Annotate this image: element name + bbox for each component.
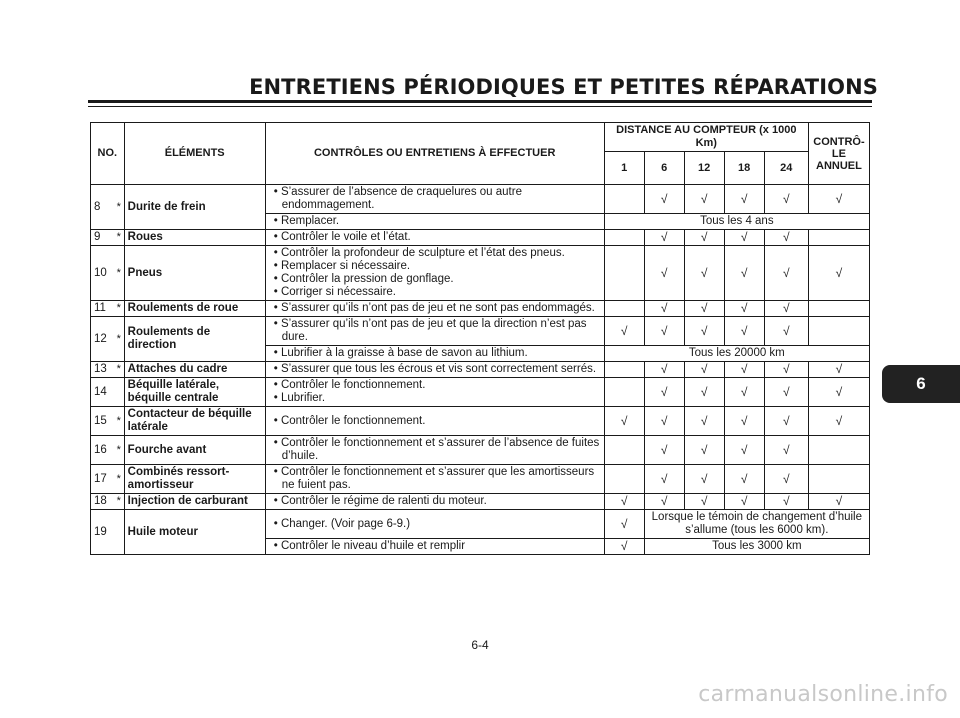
empty-cell <box>604 185 644 214</box>
table-row <box>91 436 870 465</box>
check-mark: √ <box>684 436 724 465</box>
table-row <box>91 407 870 436</box>
check-mark: √ <box>684 465 724 494</box>
row-element: Béquille latérale, béquille centrale <box>124 378 265 407</box>
row-element: Pneus <box>124 246 265 301</box>
empty-cell <box>604 465 644 494</box>
row-controls <box>265 317 604 346</box>
row-star: * <box>114 465 125 494</box>
empty-cell <box>604 246 644 301</box>
control-item: • Changer. (Voir page 6-9.) <box>269 518 601 531</box>
check-mark: √ <box>808 246 869 301</box>
header-distance: DISTANCE AU COMPTEUR (x 1000 Km) <box>604 123 808 152</box>
check-mark: √ <box>764 465 808 494</box>
interval-note: Tous les 20000 km <box>604 346 869 362</box>
row-controls <box>265 436 604 465</box>
check-mark: √ <box>684 378 724 407</box>
check-mark: √ <box>644 436 684 465</box>
row-star: * <box>114 185 125 230</box>
row-controls <box>265 407 604 436</box>
row-element: Injection de carburant <box>124 494 265 510</box>
check-mark: √ <box>764 230 808 246</box>
table-row <box>91 362 870 378</box>
row-controls <box>265 185 604 214</box>
row-star: * <box>114 230 125 246</box>
check-mark: √ <box>644 185 684 214</box>
check-mark: √ <box>644 301 684 317</box>
check-mark: √ <box>764 362 808 378</box>
header-km-24: 24 <box>764 152 808 185</box>
check-mark: √ <box>808 378 869 407</box>
check-mark: √ <box>684 362 724 378</box>
header-km-18: 18 <box>724 152 764 185</box>
check-mark: √ <box>684 317 724 346</box>
check-mark: √ <box>724 301 764 317</box>
empty-cell <box>604 301 644 317</box>
row-element: Durite de frein <box>124 185 265 230</box>
check-mark: √ <box>764 317 808 346</box>
check-mark: √ <box>604 510 644 539</box>
row-element: Attaches du cadre <box>124 362 265 378</box>
check-mark: √ <box>808 185 869 214</box>
interval-note: Tous les 3000 km <box>644 539 869 555</box>
header-km-6: 6 <box>644 152 684 185</box>
table-row <box>91 317 870 346</box>
interval-note: Lorsque le témoin de changement d’huile s’allume (tous les 6000 km). <box>644 510 869 539</box>
table-row <box>91 510 870 539</box>
header-annual: CONTRÔ- LE ANNUEL <box>808 123 869 185</box>
check-mark: √ <box>724 436 764 465</box>
row-element: Combinés ressort-amortisseur <box>124 465 265 494</box>
check-mark: √ <box>644 465 684 494</box>
check-mark: √ <box>644 494 684 510</box>
check-mark: √ <box>764 246 808 301</box>
row-element: Roulements de direction <box>124 317 265 362</box>
row-element: Fourche avant <box>124 436 265 465</box>
check-mark: √ <box>724 317 764 346</box>
row-number: 14 <box>91 378 114 407</box>
row-number: 19 <box>91 510 114 555</box>
empty-cell <box>808 301 869 317</box>
control-item: • Lubrifier à la graisse à base de savon au lithium. <box>269 347 601 360</box>
check-mark: √ <box>684 494 724 510</box>
table-row <box>91 246 870 301</box>
check-mark: √ <box>764 494 808 510</box>
row-number: 15 <box>91 407 114 436</box>
control-item: • S’assurer que tous les écrous et vis sont correctement serrés. <box>269 363 601 376</box>
control-item: • Lubrifier. <box>269 392 601 405</box>
check-mark: √ <box>724 185 764 214</box>
header-controls: CONTRÔLES OU ENTRETIENS À EFFECTUER <box>265 123 604 185</box>
watermark: carmanualsonline.info <box>698 682 948 707</box>
control-item: • Contrôler la pression de gonflage. <box>269 273 601 286</box>
header-km-1: 1 <box>604 152 644 185</box>
table-row <box>91 185 870 214</box>
check-mark: √ <box>684 246 724 301</box>
row-number: 16 <box>91 436 114 465</box>
table-body <box>91 185 870 555</box>
check-mark: √ <box>764 301 808 317</box>
row-number: 13 <box>91 362 114 378</box>
check-mark: √ <box>684 407 724 436</box>
chapter-tab[interactable]: 6 <box>882 365 960 403</box>
check-mark: √ <box>724 362 764 378</box>
row-number: 17 <box>91 465 114 494</box>
control-item: • Contrôler la profondeur de sculpture et l’état des pneus. <box>269 247 601 260</box>
check-mark: √ <box>684 185 724 214</box>
control-item: • S’assurer qu’ils n’ont pas de jeu et que la direction n’est pas dure. <box>269 318 601 344</box>
check-mark: √ <box>808 407 869 436</box>
row-star <box>114 510 125 555</box>
check-mark: √ <box>764 407 808 436</box>
empty-cell <box>604 436 644 465</box>
row-controls <box>265 246 604 301</box>
check-mark: √ <box>724 407 764 436</box>
empty-cell <box>808 436 869 465</box>
row-number: 12 <box>91 317 114 362</box>
empty-cell <box>604 378 644 407</box>
check-mark: √ <box>724 378 764 407</box>
header-row-1 <box>91 123 870 152</box>
row-number: 8 <box>91 185 114 230</box>
row-controls <box>265 346 604 362</box>
row-star: * <box>114 362 125 378</box>
control-item: • S’assurer qu’ils n’ont pas de jeu et ne sont pas endommagés. <box>269 302 601 315</box>
title-rule <box>88 100 872 103</box>
table-row <box>91 465 870 494</box>
row-controls <box>265 362 604 378</box>
check-mark: √ <box>644 362 684 378</box>
row-controls <box>265 378 604 407</box>
header-elements: ÉLÉMENTS <box>124 123 265 185</box>
interval-note: Tous les 4 ans <box>604 214 869 230</box>
empty-cell <box>604 230 644 246</box>
row-star: * <box>114 301 125 317</box>
row-star: * <box>114 494 125 510</box>
row-controls <box>265 214 604 230</box>
check-mark: √ <box>808 494 869 510</box>
control-item: • Remplacer si nécessaire. <box>269 260 601 273</box>
check-mark: √ <box>724 230 764 246</box>
row-element: Huile moteur <box>124 510 265 555</box>
row-controls <box>265 494 604 510</box>
title-rule-thin <box>88 106 872 107</box>
row-controls <box>265 510 604 539</box>
empty-cell <box>808 230 869 246</box>
header-no: NO. <box>91 123 125 185</box>
row-controls <box>265 230 604 246</box>
row-star: * <box>114 317 125 362</box>
row-star: * <box>114 436 125 465</box>
table-row <box>91 378 870 407</box>
row-star: * <box>114 407 125 436</box>
control-item: • Contrôler le fonctionnement. <box>269 415 601 428</box>
row-star <box>114 378 125 407</box>
control-item: • Contrôler le fonctionnement. <box>269 379 601 392</box>
check-mark: √ <box>724 465 764 494</box>
header-km-12: 12 <box>684 152 724 185</box>
check-mark: √ <box>604 494 644 510</box>
row-element: Contacteur de béquille latérale <box>124 407 265 436</box>
check-mark: √ <box>764 378 808 407</box>
check-mark: √ <box>644 378 684 407</box>
row-controls <box>265 465 604 494</box>
page-number: 6-4 <box>471 638 489 652</box>
control-item: • Contrôler le niveau d’huile et remplir <box>269 540 601 553</box>
check-mark: √ <box>644 407 684 436</box>
table-row <box>91 301 870 317</box>
row-number: 9 <box>91 230 114 246</box>
check-mark: √ <box>644 317 684 346</box>
empty-cell <box>808 317 869 346</box>
control-item: • Contrôler le fonctionnement et s’assurer de l’absence de fuites d’huile. <box>269 437 601 463</box>
row-element: Roues <box>124 230 265 246</box>
check-mark: √ <box>644 246 684 301</box>
control-item: • S’assurer de l’absence de craquelures ou autre endommagement. <box>269 186 601 212</box>
control-item: • Contrôler le fonctionnement et s’assurer que les amortisseurs ne fuient pas. <box>269 466 601 492</box>
row-number: 11 <box>91 301 114 317</box>
table-row <box>91 230 870 246</box>
check-mark: √ <box>808 362 869 378</box>
check-mark: √ <box>724 246 764 301</box>
page-title: ENTRETIENS PÉRIODIQUES ET PETITES RÉPARATIONS <box>249 75 878 99</box>
check-mark: √ <box>684 230 724 246</box>
check-mark: √ <box>644 230 684 246</box>
empty-cell <box>604 362 644 378</box>
check-mark: √ <box>724 494 764 510</box>
check-mark: √ <box>684 301 724 317</box>
row-controls <box>265 539 604 555</box>
check-mark: √ <box>764 436 808 465</box>
row-controls <box>265 301 604 317</box>
control-item: • Contrôler le régime de ralenti du moteur. <box>269 495 601 508</box>
check-mark: √ <box>604 317 644 346</box>
row-number: 18 <box>91 494 114 510</box>
check-mark: √ <box>604 539 644 555</box>
row-star: * <box>114 246 125 301</box>
row-element: Roulements de roue <box>124 301 265 317</box>
row-number: 10 <box>91 246 114 301</box>
check-mark: √ <box>764 185 808 214</box>
empty-cell <box>808 465 869 494</box>
check-mark: √ <box>604 407 644 436</box>
table-row <box>91 494 870 510</box>
control-item: • Corriger si nécessaire. <box>269 286 601 299</box>
control-item: • Contrôler le voile et l’état. <box>269 231 601 244</box>
control-item: • Remplacer. <box>269 215 601 228</box>
maintenance-table <box>90 122 870 555</box>
